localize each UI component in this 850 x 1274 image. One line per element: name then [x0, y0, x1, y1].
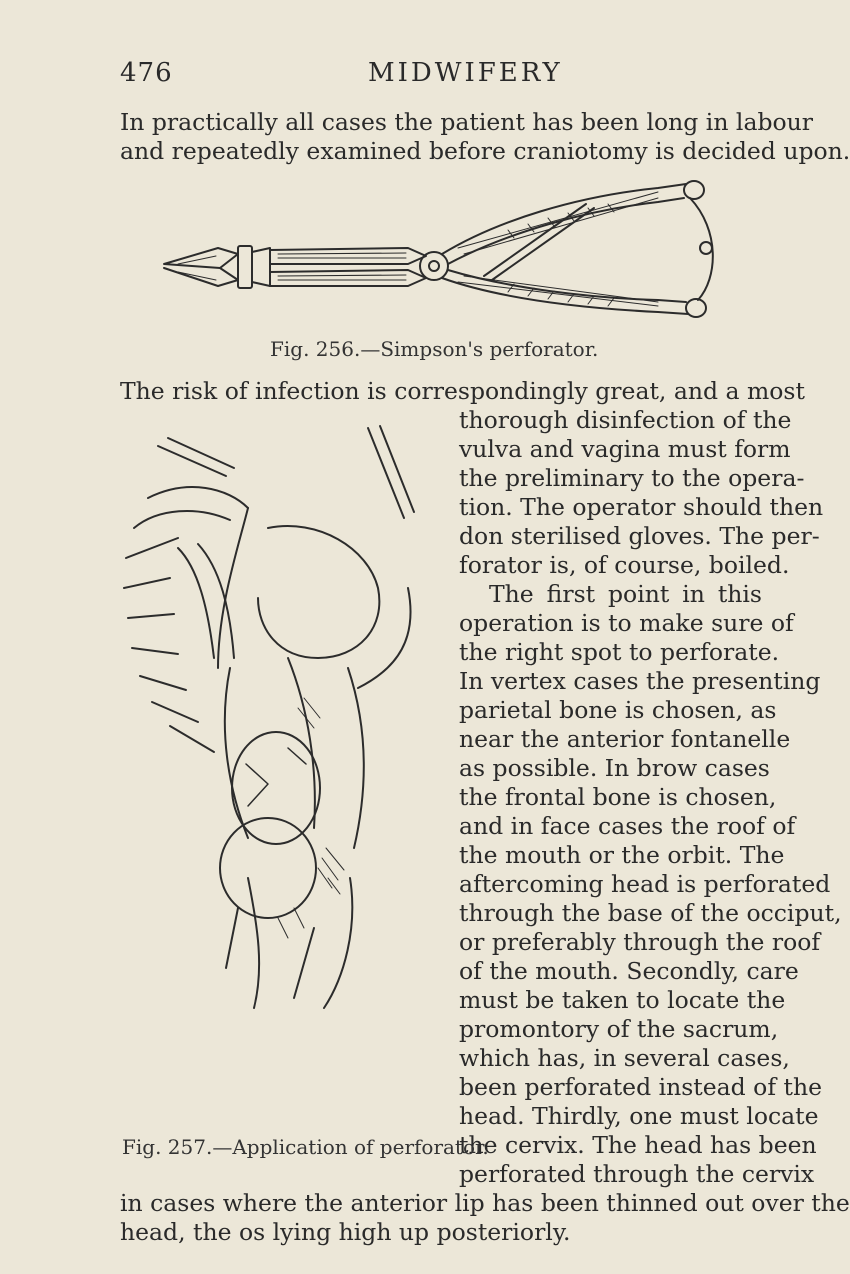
intro-line-1: In practically all cases the patient has been long in labour — [120, 108, 814, 136]
simpsons-perforator-illustration — [158, 168, 720, 338]
figure-257-caption: Fig. 257.—Application of perforator. — [122, 1135, 489, 1159]
wrapped-line-17: aftercoming head is perforated — [459, 870, 831, 898]
wrapped-line-22: promontory of the sacrum, — [459, 1015, 779, 1043]
wrapped-line-21: must be taken to locate the — [459, 986, 786, 1014]
closing-line-1: in cases where the anterior lip has been thinned out over the — [120, 1189, 850, 1217]
wrapped-line-10: In vertex cases the presenting — [459, 667, 821, 695]
wrapped-line-14: the frontal bone is chosen, — [459, 783, 777, 811]
wrapped-line-11: parietal bone is chosen, as — [459, 696, 777, 724]
wrapped-line-12: near the anterior fontanelle — [459, 725, 791, 753]
paragraph-first-line: The risk of infection is correspondingly great, and a most — [120, 377, 805, 405]
wrapped-line-20: of the mouth. Secondly, care — [459, 957, 799, 985]
perforator-application-illustration — [118, 408, 450, 1012]
wrapped-line-13: as possible. In brow cases — [459, 754, 770, 782]
wrapped-line-23: which has, in several cases, — [459, 1044, 790, 1072]
wrapped-line-24: been perforated instead of the — [459, 1073, 822, 1101]
page-header — [120, 58, 740, 94]
wrapped-line-9: the right spot to perforate. — [459, 638, 780, 666]
wrapped-line-15: and in face cases the roof of — [459, 812, 796, 840]
wrapped-line-1: thorough disinfection of the — [459, 406, 792, 434]
wrapped-line-18: through the base of the occiput, — [459, 899, 842, 927]
wrapped-line-4: tion. The operator should then — [459, 493, 824, 521]
wrapped-line-25: head. Thirdly, one must locate — [459, 1102, 819, 1130]
wrapped-line-27: perforated through the cervix — [459, 1160, 815, 1188]
wrapped-line-3: the preliminary to the opera- — [459, 464, 805, 492]
wrapped-line-19: or preferably through the roof — [459, 928, 821, 956]
figure-256-caption: Fig. 256.—Simpson's perforator. — [270, 337, 599, 361]
running-title: MIDWIFERY — [368, 58, 563, 88]
closing-line-2: head, the os lying high up posteriorly. — [120, 1218, 571, 1246]
wrapped-line-26: the cervix. The head has been — [459, 1131, 817, 1159]
intro-line-2: and repeatedly examined before craniotomy is decided upon. — [120, 137, 850, 165]
page-number: 476 — [120, 58, 173, 88]
wrapped-line-5: don sterilised gloves. The per- — [459, 522, 820, 550]
wrapped-line-8: operation is to make sure of — [459, 609, 794, 637]
wrapped-line-6: forator is, of course, boiled. — [459, 551, 790, 579]
wrapped-line-16: the mouth or the orbit. The — [459, 841, 785, 869]
wrapped-line-2: vulva and vagina must form — [459, 435, 791, 463]
wrapped-line-7: The first point in this — [489, 580, 762, 608]
